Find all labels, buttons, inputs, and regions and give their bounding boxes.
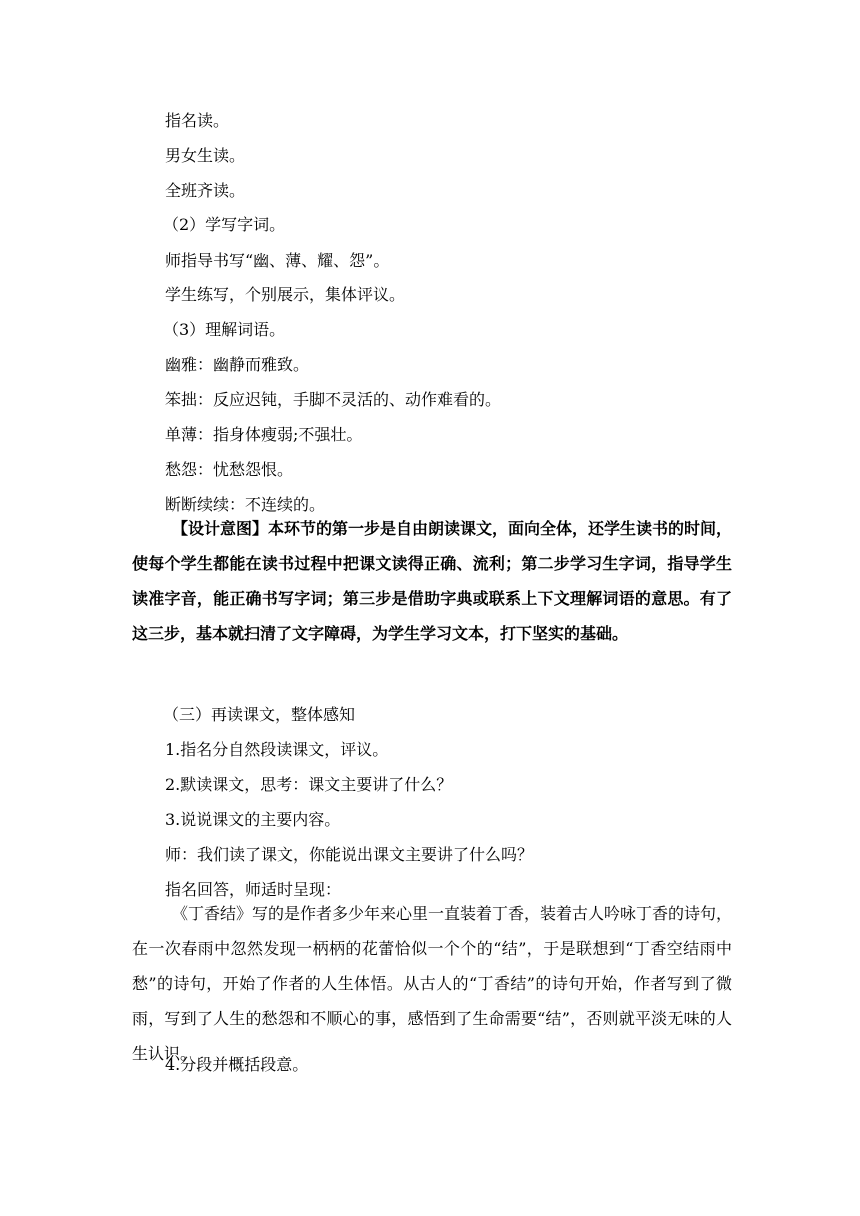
text-line: 幽雅：幽静而雅致。 xyxy=(165,355,310,374)
list-item: 1.指名分自然段读课文，评议。 xyxy=(165,740,389,759)
text-line: 全班齐读。 xyxy=(165,181,246,200)
text-line: 笨拙：反应迟钝，手脚不灵活的、动作难看的。 xyxy=(165,390,502,409)
text-line: 单薄：指身体瘦弱;不强壮。 xyxy=(165,425,363,444)
answer-intro: 指名回答，师适时呈现： xyxy=(165,880,342,899)
list-item: 3.说说课文的主要内容。 xyxy=(165,810,341,829)
text-line: 师指导书写“幽、薄、耀、怨”。 xyxy=(165,251,390,270)
text-line: 男女生读。 xyxy=(165,146,246,165)
subheading: （2）学写字词。 xyxy=(163,215,286,234)
design-intent-paragraph: 【设计意图】本环节的第一步是自由朗读课文，面向全体，还学生读书的时间，使每个学生都能在读书过程中把课文读得正确、流利；第二步学习生字词，指导学生读准字音，能正确书写字词；第三步是借助字典或联系上下文理解词语的意思。有了这三步，基本就扫清了文字障碍，为学生学习文本，打下坚实的基础。 xyxy=(132,519,733,643)
teacher-prompt: 师：我们读了课文，你能说出课文主要讲了什么吗？ xyxy=(165,845,534,864)
section-heading: （三）再读课文，整体感知 xyxy=(163,705,356,724)
list-item: 2.默读课文，思考：课文主要讲了什么？ xyxy=(165,775,453,794)
text-line: 指名读。 xyxy=(165,111,230,130)
text-line: 断断续续：不连续的。 xyxy=(165,495,326,514)
text-line: 学生练写，个别展示，集体评议。 xyxy=(165,285,406,304)
list-item: 4.分段并概括段意。 xyxy=(165,1055,309,1074)
summary-paragraph: 《丁香结》写的是作者多少年来心里一直装着丁香，装着古人吟咏丁香的诗句，在一次春雨中忽然发现一柄柄的花蕾恰似一个个的“结”，于是联想到“丁香空结雨中愁”的诗句，开始了作者的人生体悟。从古人的“丁香结”的诗句开始，作者写到了微雨，写到了人生的愁怨和不顺心的事，感悟到了生命需要“结”，否则就平淡无味的人生认识。 xyxy=(132,904,733,1063)
subheading: （3）理解词语。 xyxy=(163,320,286,339)
text-line: 愁怨：忧愁怨恨。 xyxy=(165,460,294,479)
